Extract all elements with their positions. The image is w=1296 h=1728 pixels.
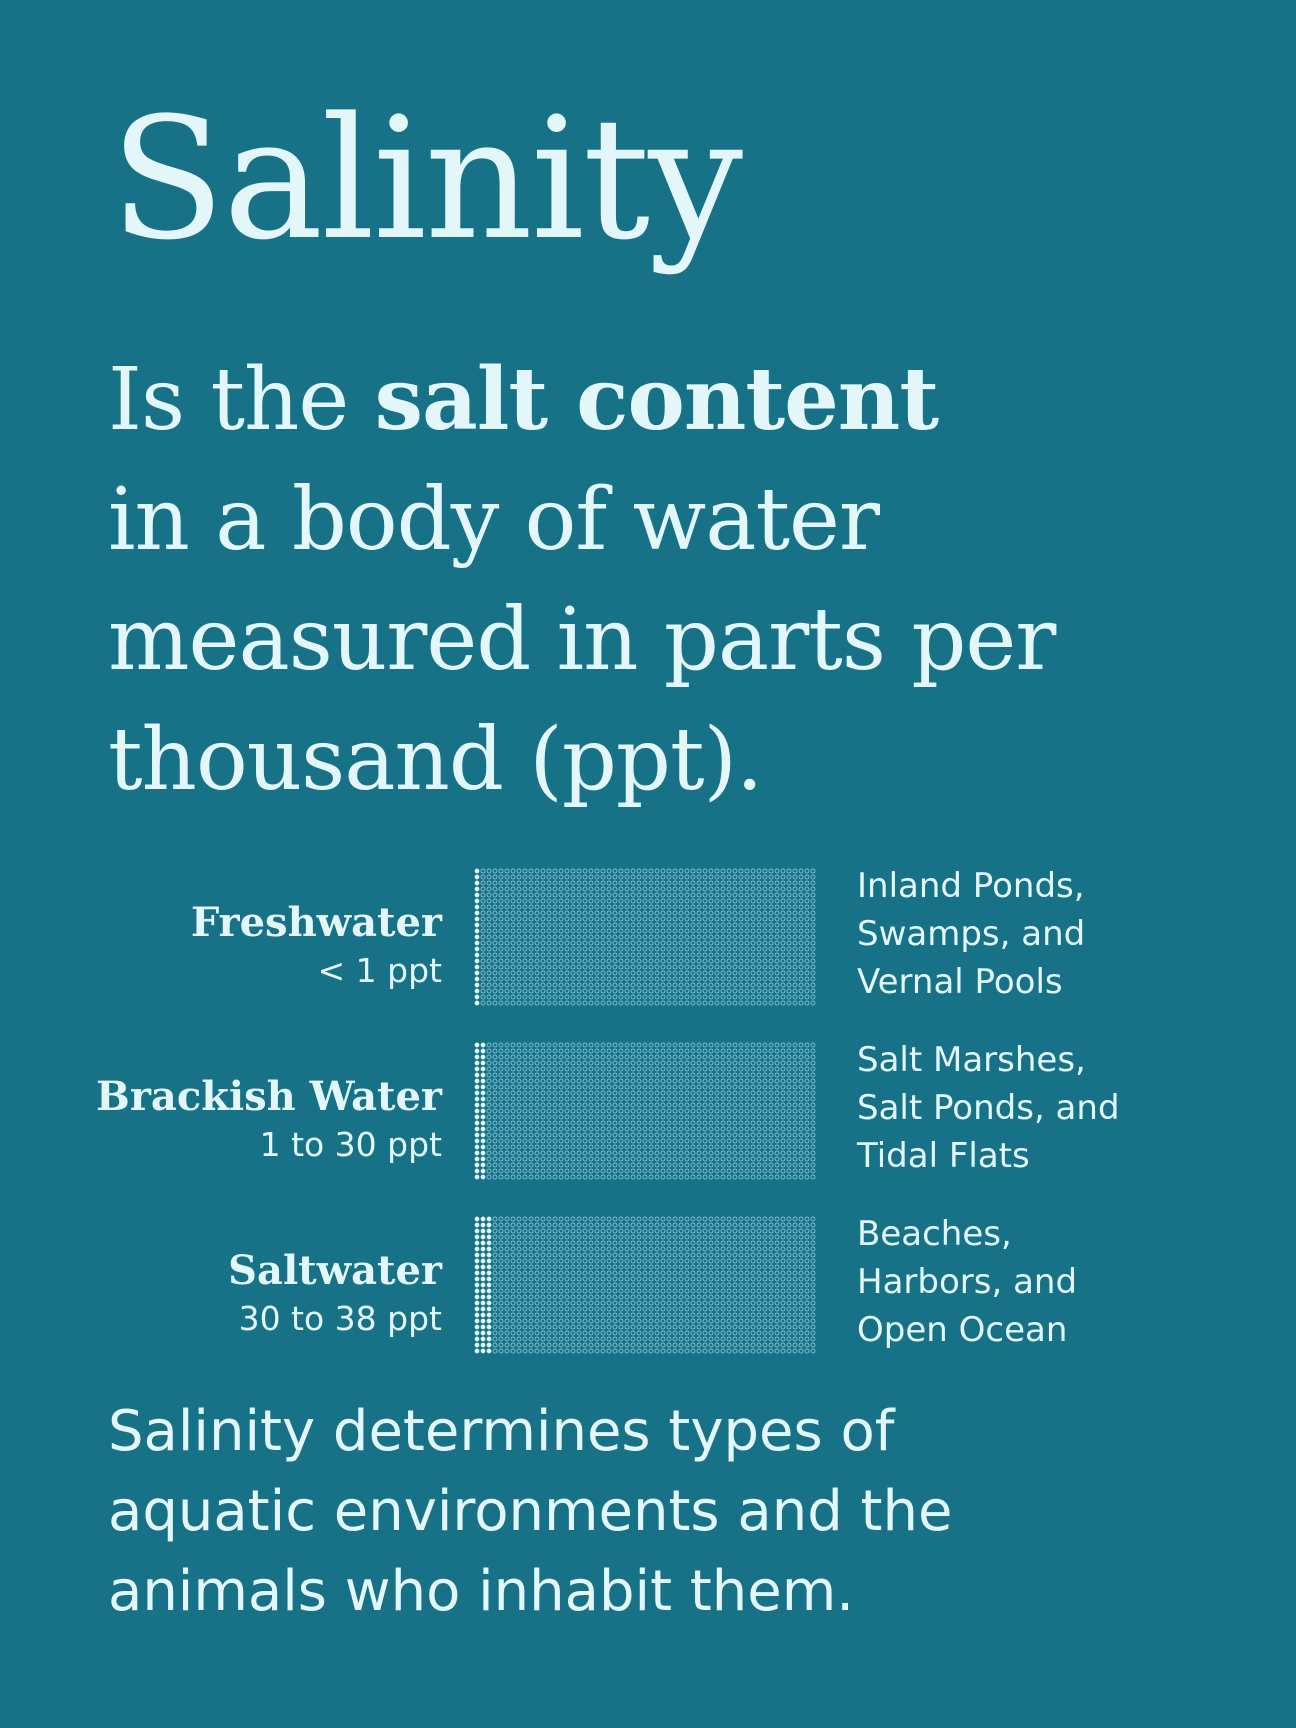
page-title: Salinity — [110, 81, 742, 277]
dot-pattern-saltwater — [474, 1216, 816, 1354]
water-type-name: Brackish Water — [96, 1073, 442, 1120]
definition-line-1 — [108, 340, 1268, 460]
habitat-list — [857, 862, 1085, 1006]
footer-line-1: Salinity determines types of — [108, 1399, 895, 1464]
habitat-line: Swamps, and — [857, 914, 1086, 954]
footer-line-3: animals who inhabit them. — [108, 1559, 855, 1624]
habitat-list — [857, 1210, 1077, 1354]
salinity-label — [228, 1246, 442, 1342]
habitat-line: Inland Ponds, — [857, 866, 1085, 906]
water-type-name: Saltwater — [228, 1247, 442, 1294]
habitat-line: Beaches, — [857, 1214, 1012, 1254]
dot-pattern-freshwater — [474, 868, 816, 1006]
salinity-row-freshwater — [0, 868, 1296, 1006]
definition-line-3: measured in parts per — [108, 590, 1056, 690]
footer-text — [108, 1392, 1268, 1632]
dot-pattern-brackish — [474, 1042, 816, 1180]
salinity-row-brackish — [0, 1042, 1296, 1180]
habitat-line: Salt Marshes, — [857, 1040, 1086, 1080]
habitat-line: Salt Ponds, and — [857, 1088, 1120, 1128]
salinity-label — [96, 1072, 442, 1168]
water-type-range: 1 to 30 ppt — [259, 1125, 442, 1164]
habitat-line: Tidal Flats — [857, 1136, 1030, 1176]
definition-line-4: thousand (ppt). — [108, 710, 763, 810]
water-type-range: < 1 ppt — [317, 951, 442, 990]
habitat-line: Vernal Pools — [857, 962, 1063, 1002]
salinity-label — [191, 898, 442, 994]
definition-text — [108, 340, 1268, 820]
water-type-range: 30 to 38 ppt — [238, 1299, 442, 1338]
definition-prefix: Is the — [108, 350, 375, 450]
definition-emphasis: salt content — [374, 349, 939, 450]
habitat-line: Harbors, and — [857, 1262, 1078, 1302]
habitat-list — [857, 1036, 1120, 1180]
definition-line-2: in a body of water — [108, 470, 880, 570]
salinity-row-saltwater — [0, 1216, 1296, 1354]
habitat-line: Open Ocean — [857, 1310, 1068, 1350]
water-type-name: Freshwater — [190, 899, 442, 946]
footer-line-2: aquatic environments and the — [108, 1479, 953, 1544]
